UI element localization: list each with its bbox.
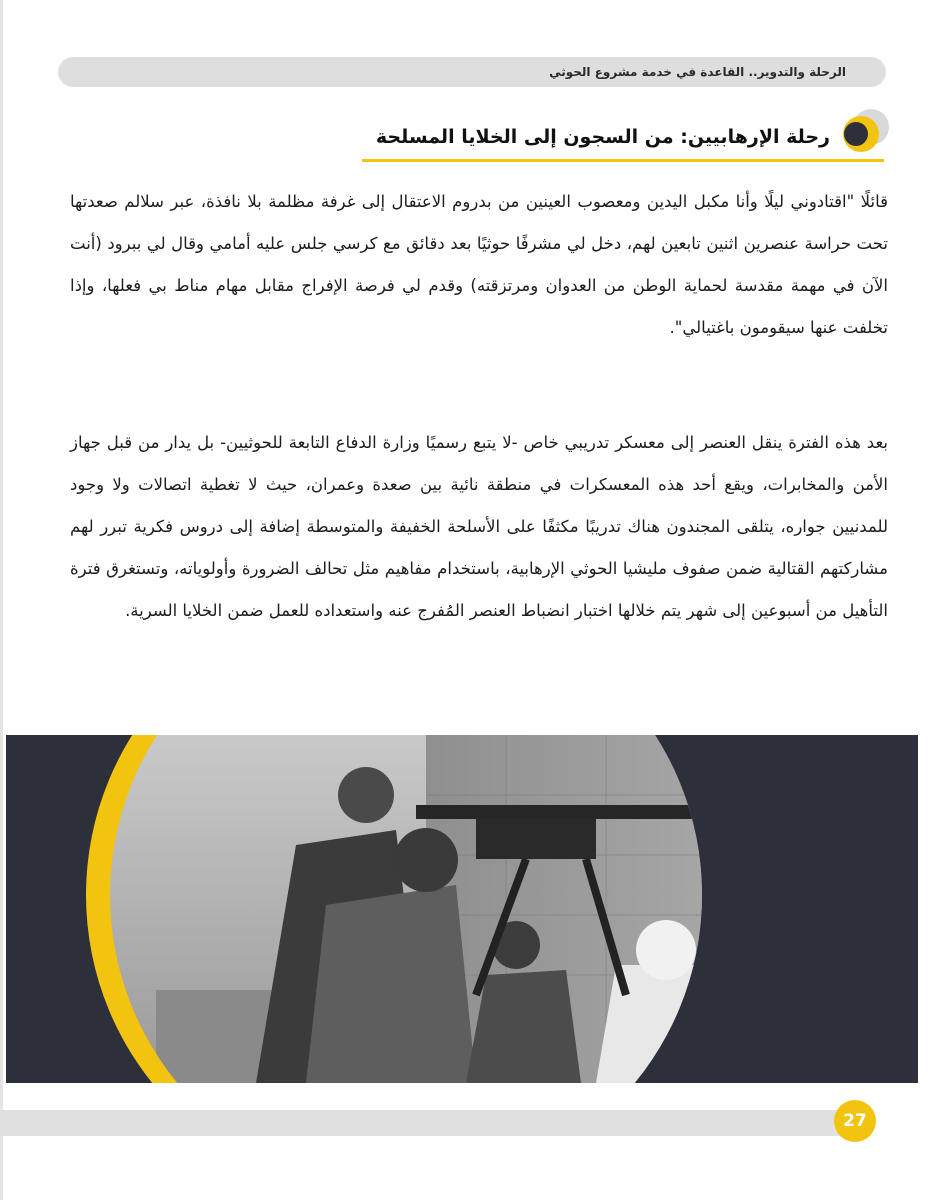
paragraph-quote: قائلًا "اقتادوني ليلًا وأنا مكبل اليدين ومعصوب العينين من بدروم الاعتقال إلى غرفة مظلمة بلا نافذة، عبر سلالم صعدتها تحت حراسة عنصرين اثنين تابعين لهم، دخل لي مشرفًا حوثيًا بعد دقائق مع كرسي جلس عليه أمامي وقال لي ببرود (أنت الآن في مهمة مقدسة لحماية الوطن من العدوان ومرتزقته) وقدم لي فرصة الإفراج مقابل مهام مناط بي فعلها، وإذا تخلفت عنها سيقومون باغتيالي". [70, 192, 888, 337]
banner-artwork [6, 735, 918, 1083]
photo-banner [6, 735, 918, 1083]
page-number-badge: 27 [834, 1100, 876, 1142]
paragraph-training-camp: بعد هذه الفترة ينقل العنصر إلى معسكر تدريبي خاص -لا يتبع رسميًا وزارة الدفاع التابعة للحوثيين- بل يدار من قبل جهاز الأمن والمخابرات، ويقع أحد هذه المعسكرات في منطقة نائية بين صعدة وعمران، حيث لا تغطية اتصالات ولا وجود للمدنيين جواره، يتلقى المجندون هناك تدريبًا مكثفًا على الأسلحة الخفيفة والمتوسطة إضافة إلى دروس فكرية تبرر لهم مشاركتهم القتالية ضمن صفوف مليشيا الحوثي الإرهابية، باستخدام مفاهيم مثل تحالف الضرورة وأولوياته، وتستغرق فترة التأهيل من أسبوعين إلى شهر يتم خلالها اختبار انضباط العنصر المُفرج عنه واستعداده للعمل ضمن الخلايا السرية. [70, 433, 888, 620]
section-heading [362, 106, 892, 166]
heading-underline [362, 159, 884, 162]
section-title: رحلة الإرهابيين: من السجون إلى الخلايا المسلحة [375, 126, 830, 148]
running-header: الرحلة والتدوير.. القاعدة في خدمة مشروع الحوثي [58, 57, 886, 87]
footer-bar [0, 1110, 846, 1136]
crescent-badge-icon [834, 106, 892, 156]
